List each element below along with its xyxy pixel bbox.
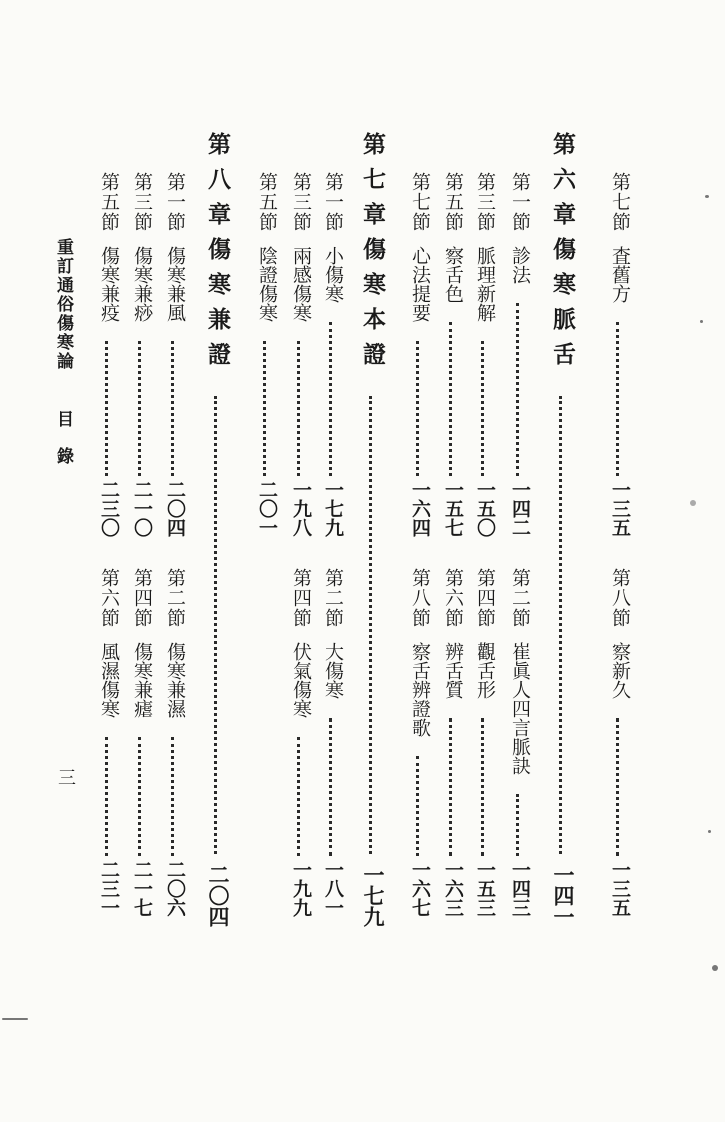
section-number: 第八節 — [409, 568, 431, 628]
toc-entry — [318, 568, 342, 930]
section-title: 小傷寒 — [322, 246, 344, 303]
section-number: 第二節 — [509, 568, 531, 628]
page-reference: 一八一 — [322, 860, 344, 917]
leader-dots — [138, 341, 141, 476]
leader-dots — [516, 794, 519, 856]
section-title: 心法提要 — [409, 246, 431, 322]
page-reference: 一三五 — [609, 860, 631, 917]
leader-dots — [171, 737, 174, 856]
toc-entry — [94, 568, 118, 930]
section-number: 第四節 — [474, 568, 496, 628]
page-reference: 一九八 — [290, 480, 312, 537]
page-reference: 二三一 — [98, 860, 120, 917]
leader-dots — [481, 718, 484, 856]
section-number: 第四節 — [131, 568, 153, 628]
leader-dots — [329, 718, 332, 856]
section-number: 第七節 — [409, 172, 431, 232]
page-reference: 一五三 — [474, 860, 496, 917]
toc-entry — [605, 568, 629, 930]
toc-entry — [505, 568, 529, 930]
page-reference: 二一七 — [131, 860, 153, 917]
section-number: 第二節 — [164, 568, 186, 628]
scan-speck — [705, 195, 709, 198]
page-reference: 一五〇 — [474, 480, 496, 537]
section-title: 崔眞人四言脈訣 — [509, 642, 531, 775]
page-reference: 二〇四 — [164, 480, 186, 537]
page-number: 三 — [55, 768, 76, 786]
leader-dots — [449, 322, 452, 476]
leader-dots — [297, 737, 300, 856]
section-title: 大傷寒 — [322, 642, 344, 699]
scan-speck — [708, 830, 711, 833]
page-reference: 一四二 — [509, 480, 531, 537]
chapter-title: 第七章傷寒本證 — [359, 132, 386, 377]
page-reference: 二〇四 — [206, 864, 231, 927]
section-number: 第六節 — [98, 568, 120, 628]
section-title: 脈理新解 — [474, 246, 496, 322]
section-number: 第八節 — [609, 568, 631, 628]
section-number: 第五節 — [442, 172, 464, 232]
toc-entry — [438, 172, 462, 550]
section-number: 第三節 — [131, 172, 153, 232]
toc-entry — [160, 172, 184, 550]
section-number: 第三節 — [474, 172, 496, 232]
toc-entry — [252, 172, 276, 550]
section-number: 第三節 — [290, 172, 312, 232]
toc-entry — [160, 568, 184, 930]
page-reference: 一七九 — [361, 864, 386, 927]
toc-entry — [405, 568, 429, 930]
section-title: 兩感傷寒 — [290, 246, 312, 322]
section-number: 第一節 — [322, 172, 344, 232]
scan-speck — [690, 500, 696, 506]
toc-entry — [470, 568, 494, 930]
running-head-label — [54, 410, 71, 484]
page-reference: 一五七 — [442, 480, 464, 537]
toc-entry — [286, 568, 310, 930]
toc-entry — [94, 172, 118, 550]
page-reference: 二三〇 — [98, 480, 120, 537]
leader-dots — [449, 718, 452, 856]
section-title: 傷寒兼疫 — [98, 246, 120, 322]
leader-dots — [138, 737, 141, 856]
section-title: 陰證傷寒 — [256, 246, 278, 322]
chapter-title: 第八章傷寒兼證 — [204, 132, 231, 377]
page-reference: 二〇六 — [164, 860, 186, 917]
toc-label: 目錄 — [53, 410, 73, 484]
leader-dots — [481, 341, 484, 476]
leader-dots — [416, 341, 419, 476]
section-title: 觀舌形 — [474, 642, 496, 699]
section-title: 傷寒兼濕 — [164, 642, 186, 718]
toc-entry — [127, 568, 151, 930]
section-title: 傷寒兼痧 — [131, 246, 153, 322]
toc-entry — [127, 172, 151, 550]
section-title: 察舌色 — [442, 246, 464, 303]
page-reference: 一六四 — [409, 480, 431, 537]
page-reference: 一四三 — [509, 860, 531, 917]
page-reference: 一三五 — [609, 480, 631, 537]
page-reference: 一六三 — [442, 860, 464, 917]
page-reference: 一七九 — [322, 480, 344, 537]
leader-dots — [297, 341, 300, 476]
section-number: 第四節 — [290, 568, 312, 628]
section-title: 傷寒兼風 — [164, 246, 186, 322]
leader-dots — [616, 718, 619, 856]
page-reference: 一六七 — [409, 860, 431, 917]
leader-dots — [105, 737, 108, 856]
chapter-heading — [356, 132, 384, 962]
section-title: 伏氣傷寒 — [290, 642, 312, 718]
scan-speck — [2, 1018, 28, 1020]
leader-dots — [171, 341, 174, 476]
leader-dots — [369, 396, 372, 854]
leader-dots — [105, 341, 108, 476]
section-title: 傷寒兼瘧 — [131, 642, 153, 718]
section-title: 査舊方 — [609, 246, 631, 303]
section-title: 診法 — [509, 246, 531, 284]
section-number: 第一節 — [164, 172, 186, 232]
leader-dots — [559, 396, 562, 854]
toc-entry — [286, 172, 310, 550]
chapter-title: 第六章傷寒脈舌 — [549, 132, 576, 377]
section-number: 第五節 — [256, 172, 278, 232]
book-title: 重訂通俗傷寒論 — [53, 238, 73, 371]
section-number: 第一節 — [509, 172, 531, 232]
toc-entry — [605, 172, 629, 550]
section-title: 風濕傷寒 — [98, 642, 120, 718]
chapter-heading — [201, 132, 229, 962]
running-head — [54, 238, 71, 371]
section-number: 第五節 — [98, 172, 120, 232]
toc-entry — [405, 172, 429, 550]
leader-dots — [263, 341, 266, 476]
leader-dots — [416, 756, 419, 856]
chapter-heading — [546, 132, 574, 962]
toc-entry — [505, 172, 529, 550]
section-title: 辨舌質 — [442, 642, 464, 699]
toc-entry — [438, 568, 462, 930]
page-reference: 二〇一 — [256, 480, 278, 537]
leader-dots — [516, 303, 519, 476]
toc-entry — [318, 172, 342, 550]
section-number: 第六節 — [442, 568, 464, 628]
leader-dots — [214, 396, 217, 854]
section-title: 察舌辨證歌 — [409, 642, 431, 737]
scan-speck — [712, 965, 718, 971]
leader-dots — [329, 322, 332, 476]
toc-entry — [470, 172, 494, 550]
section-title: 察新久 — [609, 642, 631, 699]
page-reference: 一九九 — [290, 860, 312, 917]
section-number: 第二節 — [322, 568, 344, 628]
scan-speck — [700, 320, 703, 323]
section-number: 第七節 — [609, 172, 631, 232]
page-reference: 一四一 — [551, 864, 576, 927]
leader-dots — [616, 322, 619, 476]
page-reference: 二一〇 — [131, 480, 153, 537]
